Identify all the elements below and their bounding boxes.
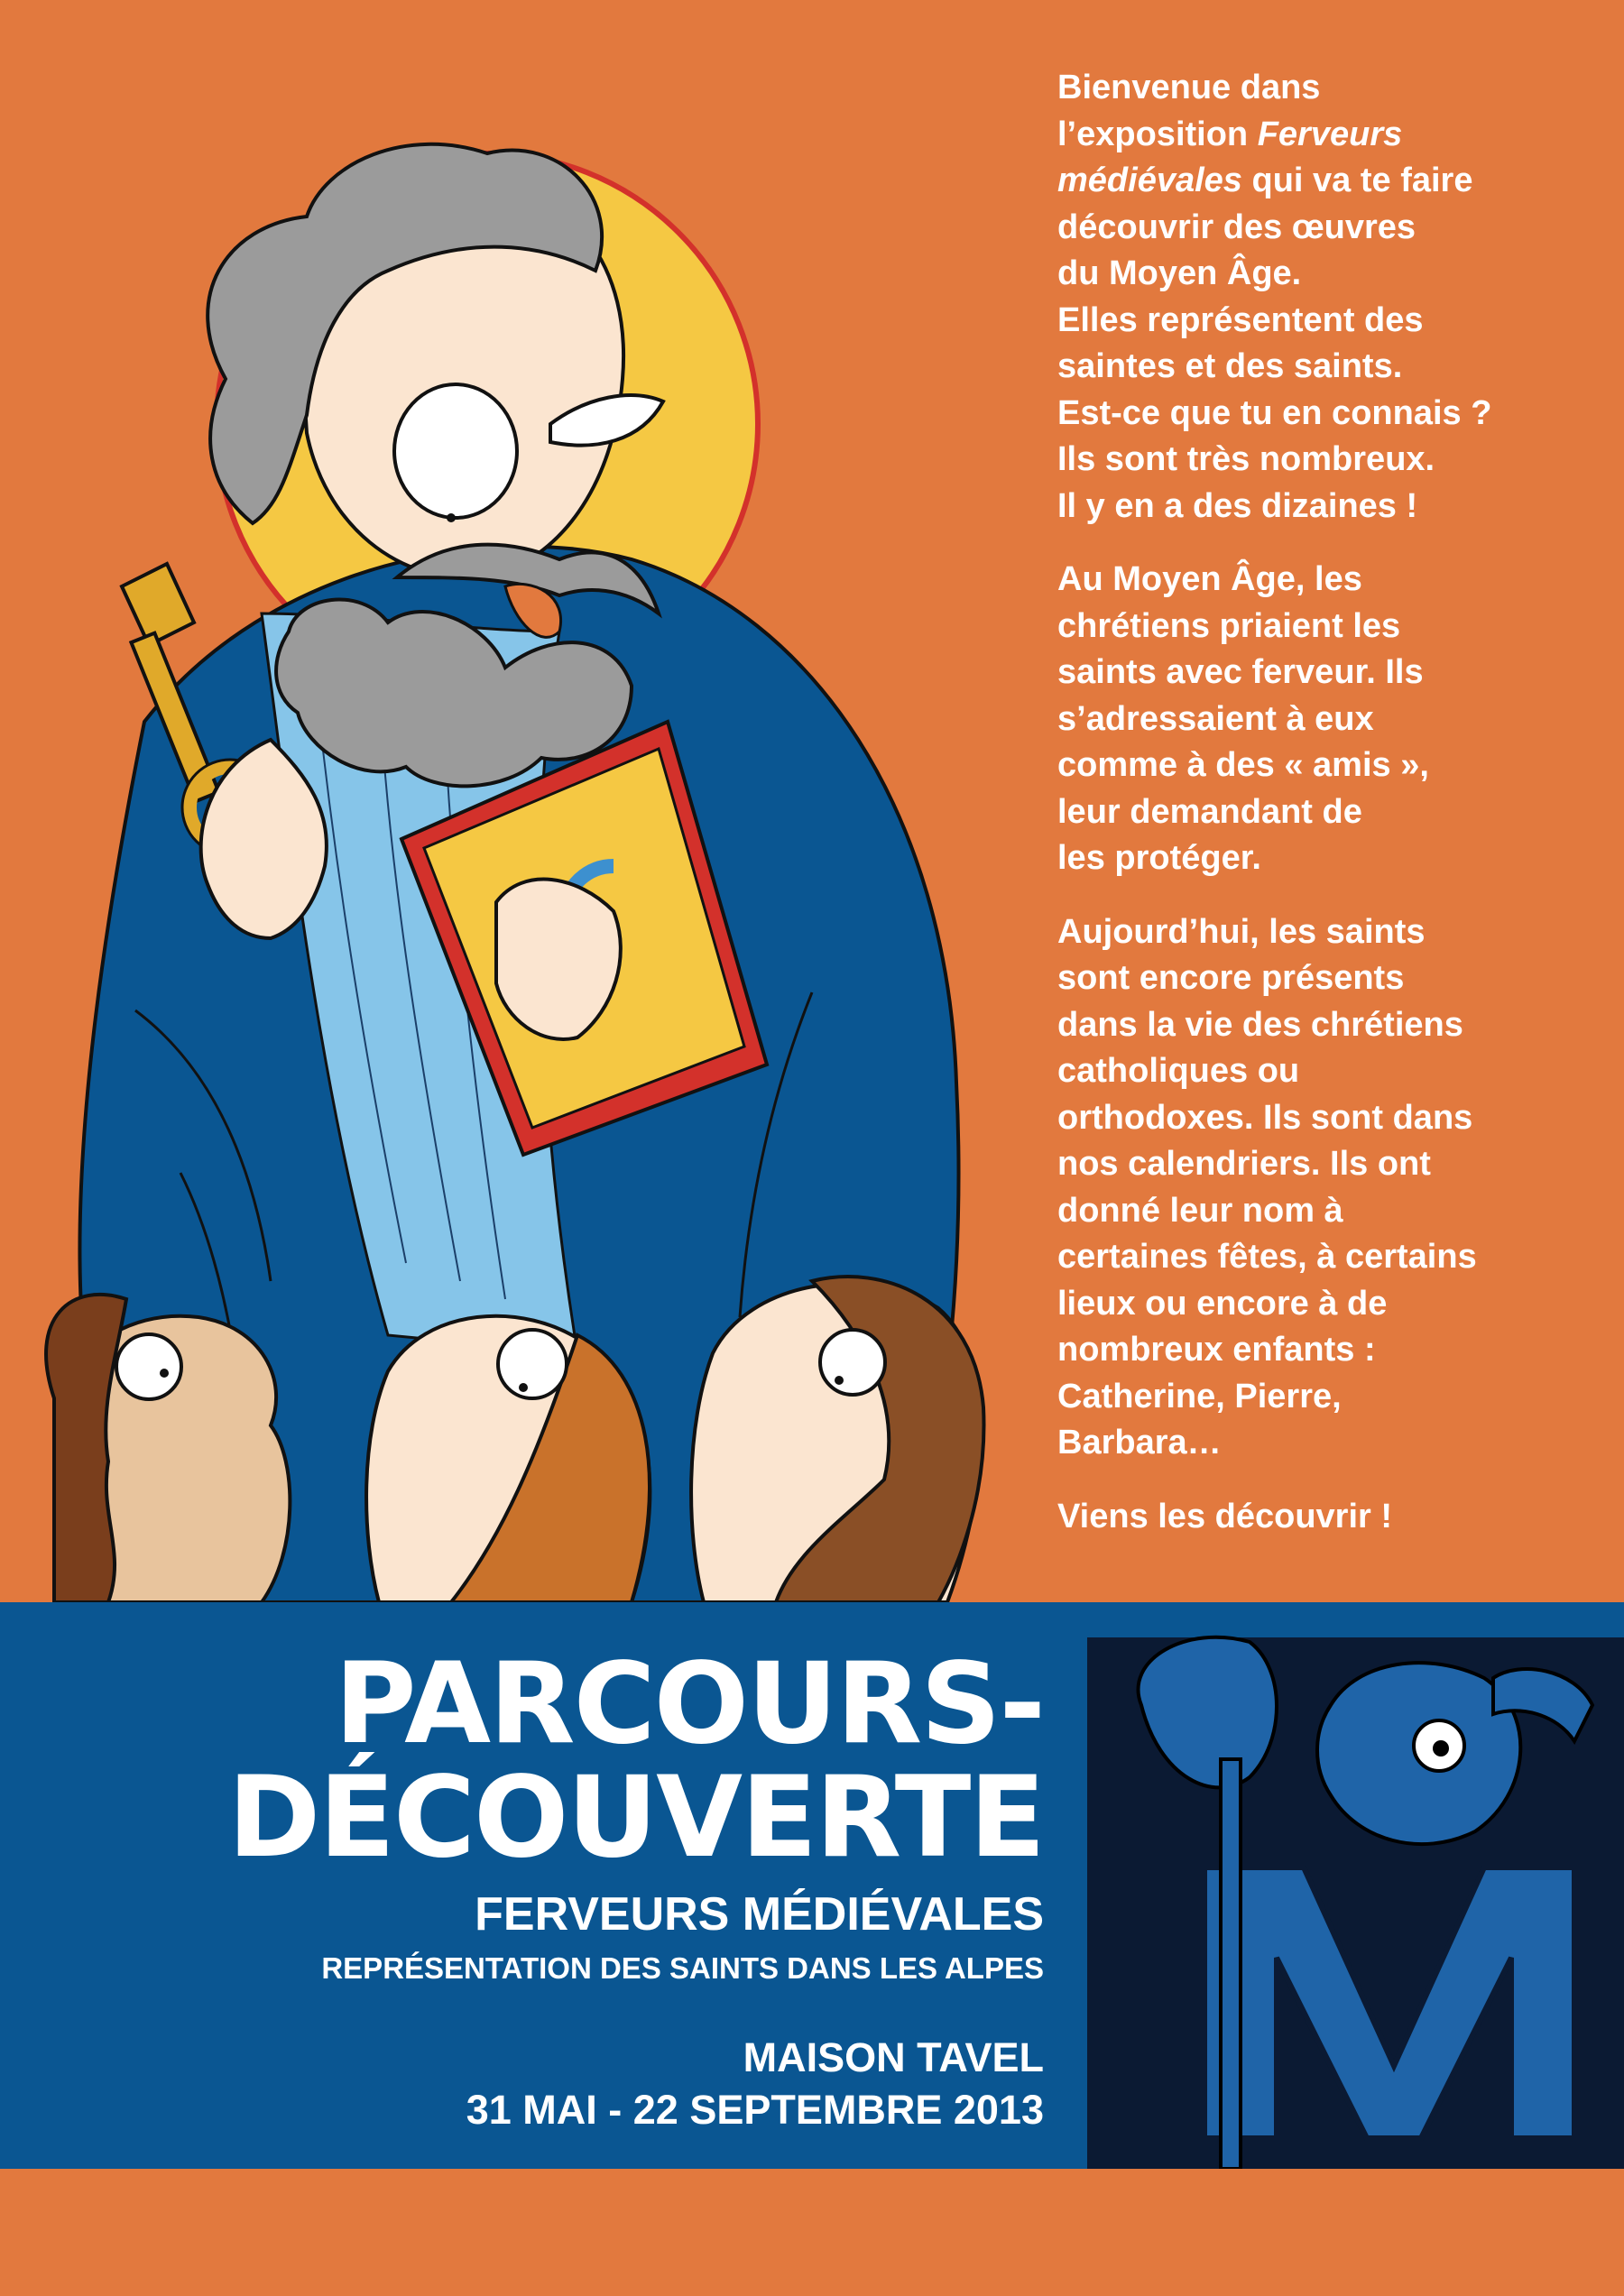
saint-eye bbox=[394, 384, 517, 518]
bottom-band bbox=[0, 2169, 1624, 2296]
venue-name: MAISON TAVEL bbox=[743, 2034, 1044, 2080]
exhibition-dates: 31 MAI - 22 SEPTEMBRE 2013 bbox=[466, 2087, 1044, 2133]
children-illustration bbox=[46, 1277, 983, 1602]
exhibition-tagline: REPRÉSENTATION DES SAINTS DANS LES ALPES bbox=[321, 1951, 1044, 1985]
page-title: PARCOURS- DÉCOUVERTE bbox=[227, 1639, 1044, 1883]
exhibition-subtitle: FERVEURS MÉDIÉVALES bbox=[475, 1888, 1044, 1941]
venue-info bbox=[51, 2032, 1044, 2136]
banner-text bbox=[51, 1602, 1044, 2136]
saint-illustration bbox=[0, 0, 1029, 1602]
intro-paragraph-2: Au Moyen Âge, les chrétiens priaient les saints avec ferveur. Ils s’adressaient à eux comme à des « amis », leur demandant de les protéger. bbox=[1057, 560, 1429, 877]
intro-paragraph-1: Bienvenue dans l’exposition Ferveurs médiévales qui va te faire découvrir des œuvres du Moyen Âge. Elles représentent des saintes et des saints. Est-ce que tu en connais ? Ils sont très nombreux. Il y en a des dizaines ! bbox=[1057, 69, 1492, 525]
intro-text bbox=[1057, 65, 1599, 1567]
intro-paragraph-3: Aujourd’hui, les saints sont encore présents dans la vie des chrétiens catholiques ou orthodoxes. Ils sont dans nos calendriers. Ils ont donné leur nom à certaines fêtes, à certains lieux ou encore à de nombreux enfants : Catherine, Pierre, Barbara… bbox=[1057, 912, 1477, 1462]
exhibition-name: Ferveurs bbox=[1257, 115, 1403, 153]
intro-paragraph-4: Viens les découvrir ! bbox=[1057, 1497, 1393, 1535]
letter-m-illustration bbox=[1087, 1597, 1624, 2169]
